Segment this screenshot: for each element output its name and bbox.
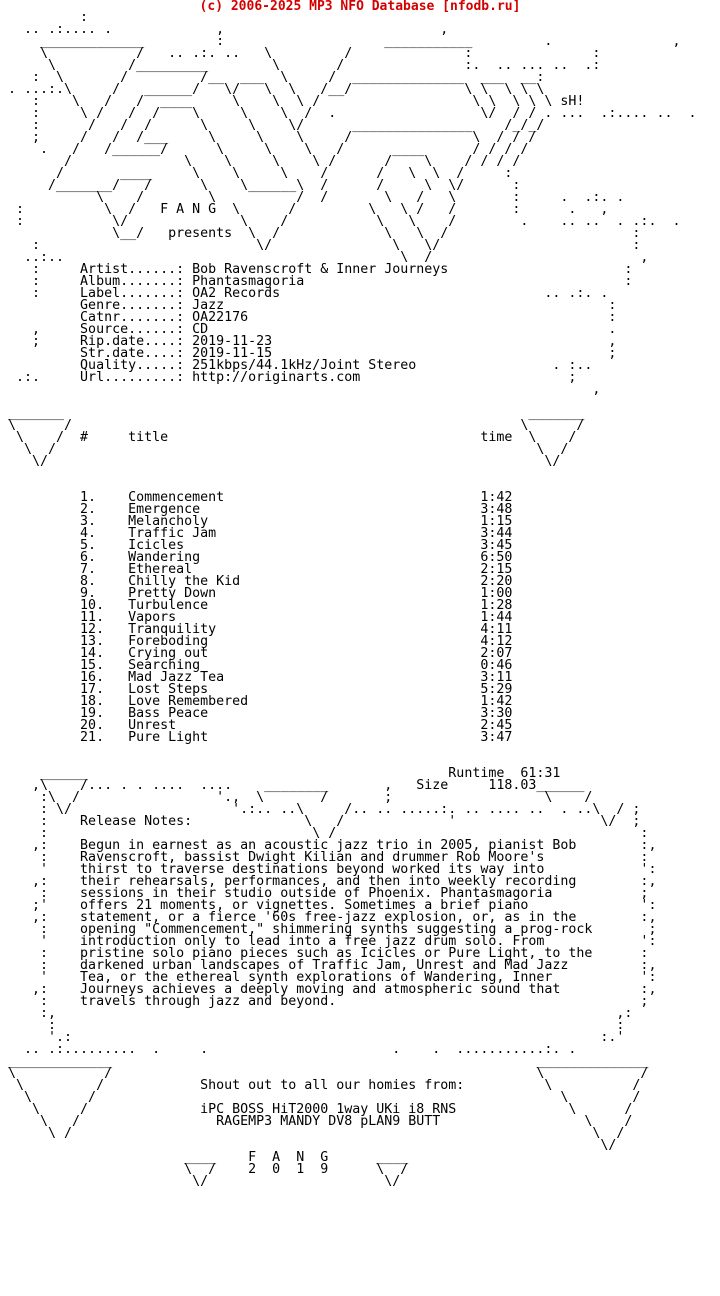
copyright-prefix: (c) 2006-2025 MP3 NFO Database [ [199,0,450,14]
nfodb-link[interactable]: nfodb.ru [450,0,513,14]
copyright-suffix: ] [512,0,521,14]
nfo-document: : .. .:.... . , , _____________ : ___________ . , \ / .. .:. .. \ / : : \ /_________ \ / :. .. ... .. .: : \ / /__ ___ \ / ______________ ___ __: . ...:.\ / ______/ \/ \ \ /__/ \ \ \ \ \ : \ / / ____ \ \ \ / \ \ \ \ \ sH! : \ / / / \ \ \ / . \/ / / . ... .:.... .. . : / / / \ \ \/ _______________ /_/_/ ; / / /___ \ \ \ / \ / / / . / /______/ \ \ \ / ____ / / / / / \ \ \ \ / / \ / / / / / ____ \ \ \ / / \ \ / : /_______/ / \ \______\ / / \ \/ : \ / \ / / \ / \ : . .:. . : \ / F A N G \ / \ \ / / : . , : \/ \ / \ \ / . .. .. . .:. . \__/ presents \ / \ \ / : : \/ \ \/ : ..:.. \ / , : Artist......: Bob Ravenscroft & Inner Journeys : : Album.......: Phantasmagoria : : Label.......: OA2 Records .. .:. . Genre.......: Jazz : Catnr.......: OA22176 : , Source......: CD . ; Rip.date....: 2019-11-23 , Str.date....: 2019-11-15 ; Quality.....: 251kbps/44.1kHz/Joint Stereo . :.. .:. Url.........: http://originarts.com ; , _______ _______ \ / \ / \ / # title time \ / \ / \ / \/ \/ 1. Commencement 1:42 2. Emergence 3:48 3. Melancholy 1:15 4. Traffic Jam 3:44 5. Icicles 3:45 6. Wandering 6:50 7. Ethereal 2:15 8. Chilly the Kid 2:20 9. Pretty Down 1:00 10. Turbulence 1:28 11. Vapors 1:44 12. Tranquility 4:11 13. Foreboding 4:12 14. Crying out 2:07 15. Searching 0:46 16. Mad Jazz Tea 3:11 17. Lost Steps 5:29 18. Love Remembered 1:42 19. Bass Peace 3:30 20. Unrest 2:45 21. Pure Light 3:47 ______ Runtime 61:31 ,\ /... . . .... .... ________ , Size 118.03______ :\ / '., \ / ; \ / : \/ '.:.. ..\ /.. .. .....:. .. .... .. . ..\ / ; : Release Notes: \ / ' \/ ; : \ / : ,: Begun in earnest as an acoustic jazz trio in 2005, pianist Bob :, : Ravenscroft, bassist Dwight Kilian and drummer Rob Moore's : ' thirst to traverse destinations beyond worked its way into ': ,: their rehearsals, performances, and then into weekly recording :, : sessions in their studio outside of Phoenix. Phantasmagoria ; ;' offers 21 moments, or vignettes. Sometimes a brief piano ': ,: statement, or a fierce '60s free-jazz explosion, or, as in the :, : opening "Commencement," shimmering synths suggesting a prog-rock ; ' introduction only to lead into a free jazz drum solo. From ': : pristine solo piano pieces such as Icicles or Pure Light, to the : : darkened urban landscapes of Traffic Jam, Unrest and Mad Jazz :, ' Tea, or the ethereal synth explorations of Wandering, Inner ': ,: Journeys achieves a deeply moving and atmospheric sound that :, : travels through jazz and beyond. ; :, ,: : : '.: :.' .. .:......... . . . . ...........:. . _____________ ______________ \ / \ / \ / Shout out to all our homies from: \ / \ / \ / \ / iPC BOSS HiT2000 1way UKi i8 RNS \ / \ / RAGEMP3 MANDY DV8 pLAN9 BUTT \ / \ / \ / \/ ____ F A N G ____ \ / 2 0 1 9 \ / \/ \/ [8,10,697,1189]
